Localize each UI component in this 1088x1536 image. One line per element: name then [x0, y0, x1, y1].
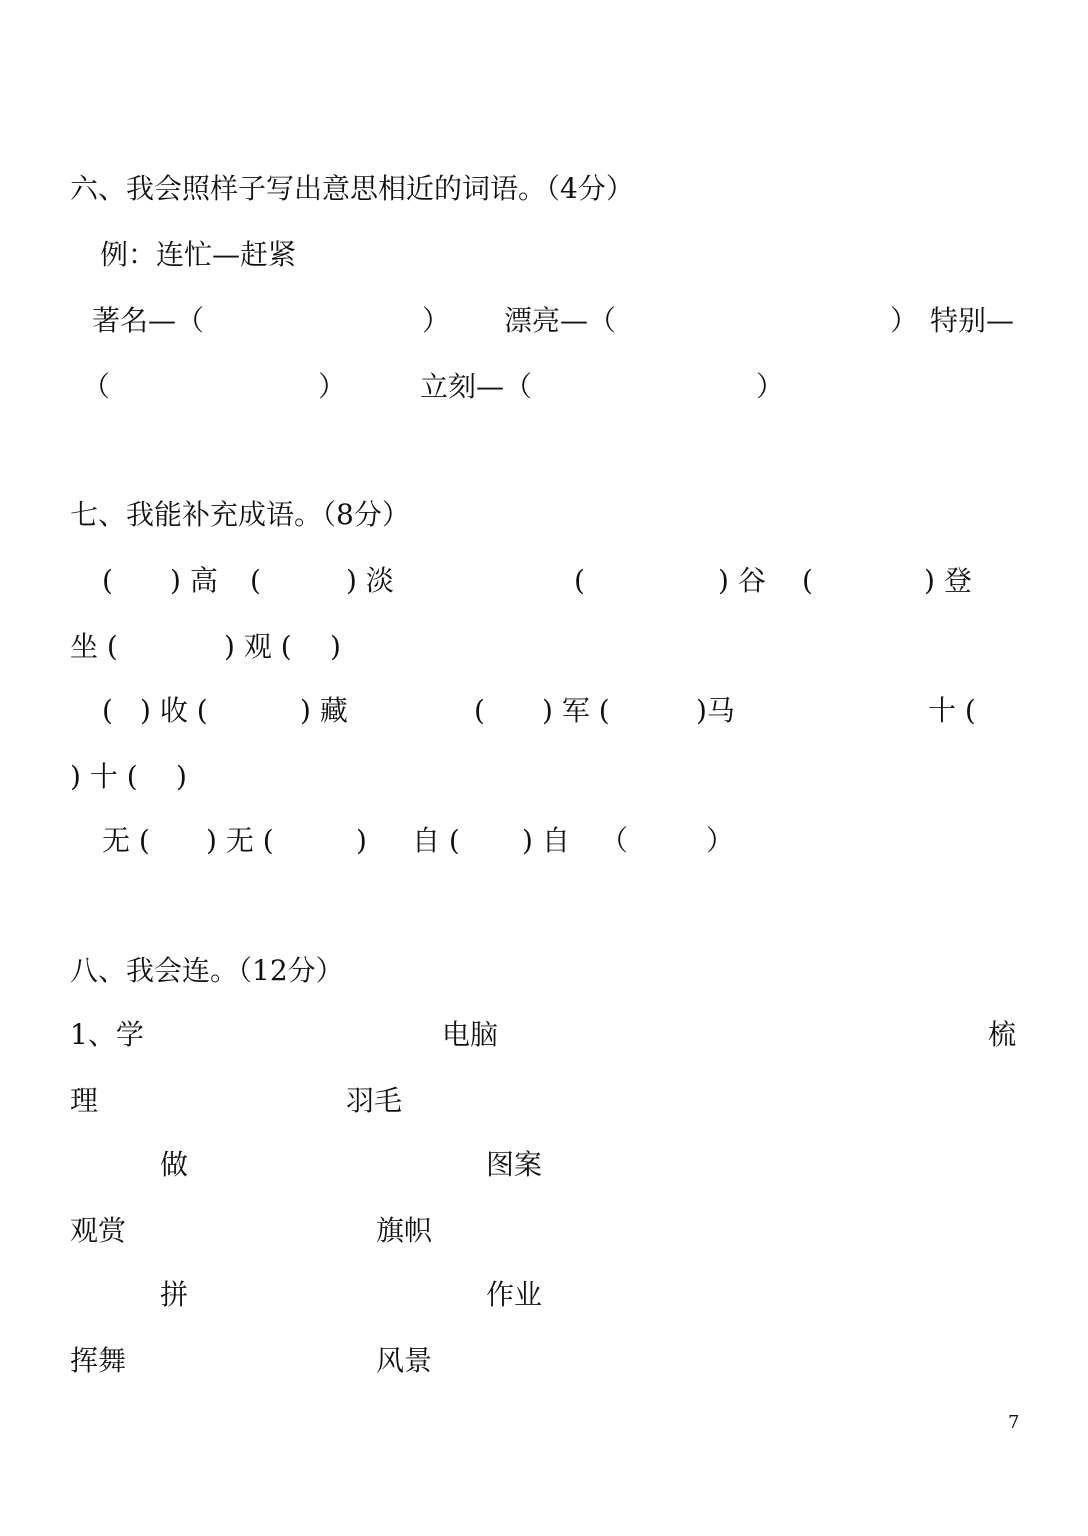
idiom-text-7: ) 收 ( — [140, 694, 208, 727]
idiom-paren-6: ( — [102, 694, 113, 727]
section6-item-1: 著名—（ — [92, 304, 205, 337]
match-right-2: 羽毛 — [346, 1084, 403, 1117]
idiom-text-2: ) 淡 — [346, 564, 394, 597]
idiom-text-5: 坐 ( — [70, 630, 118, 663]
page-number: 7 — [1008, 1412, 1020, 1433]
section6-bracket-3b: ） — [318, 370, 347, 403]
match-right-1: 电脑 — [442, 1018, 499, 1051]
idiom-text-14: ) 无 ( — [206, 824, 274, 857]
match-right-4: 旗帜 — [376, 1214, 433, 1247]
match-right-6: 风景 — [376, 1344, 433, 1377]
idiom-paren-2: ( — [250, 564, 261, 597]
idiom-paren-5: ) — [330, 630, 341, 663]
idiom-text-11: 十 ( — [928, 694, 976, 727]
match-left-3: 做 — [160, 1148, 189, 1181]
idiom-paren-4: ( — [802, 564, 813, 597]
idiom-text-16: ) 自 — [522, 824, 570, 857]
idiom-paren-9: ) — [356, 824, 367, 857]
idiom-text-1: ) 高 — [170, 564, 218, 597]
section8-title: 八、我会连。（12分） — [70, 954, 344, 987]
idiom-text-12: ) 十 ( — [70, 760, 138, 793]
idiom-text-9: ) 军 ( — [542, 694, 610, 727]
section6-item-4: 立刻—（ — [420, 370, 533, 403]
section6-item-3: 特别— — [930, 304, 1015, 337]
idiom-paren-1: ( — [102, 564, 113, 597]
match-left-4: 观赏 — [70, 1214, 127, 1247]
match-left-5: 拼 — [160, 1278, 189, 1311]
idiom-text-8: ) 藏 — [300, 694, 348, 727]
idiom-text-13: 无 ( — [102, 824, 150, 857]
section6-example: 例：连忙—赶紧 — [100, 238, 297, 271]
idiom-text-4: ) 登 — [924, 564, 972, 597]
match-left-6: 挥舞 — [70, 1344, 127, 1377]
idiom-text-6: ) 观 ( — [224, 630, 292, 663]
section6-title: 六、我会照样子写出意思相近的词语。（4分） — [70, 172, 634, 205]
section6-item-2: 漂亮—（ — [504, 304, 617, 337]
section6-bracket-1: ） — [422, 304, 451, 337]
idiom-text-3: ) 谷 — [718, 564, 766, 597]
match-left-2a: 梳 — [988, 1018, 1017, 1051]
section6-bracket-4: ） — [756, 370, 785, 403]
idiom-paren-10: （ — [600, 824, 629, 857]
match-right-3: 图案 — [486, 1148, 543, 1181]
idiom-paren-8: ) — [176, 760, 187, 793]
idiom-text-15: 自 ( — [412, 824, 460, 857]
idiom-paren-11: ） — [706, 824, 735, 857]
section6-bracket-2: ） — [890, 304, 919, 337]
idiom-text-10: )马 — [696, 694, 735, 727]
match-left-2b: 理 — [70, 1084, 99, 1117]
section6-bracket-3a: （ — [82, 370, 111, 403]
idiom-paren-3: ( — [574, 564, 585, 597]
idiom-paren-7: ( — [474, 694, 485, 727]
match-right-5: 作业 — [486, 1278, 543, 1311]
match-left-1: 1、学 — [70, 1018, 144, 1051]
section7-title: 七、我能补充成语。（8分） — [70, 498, 410, 531]
